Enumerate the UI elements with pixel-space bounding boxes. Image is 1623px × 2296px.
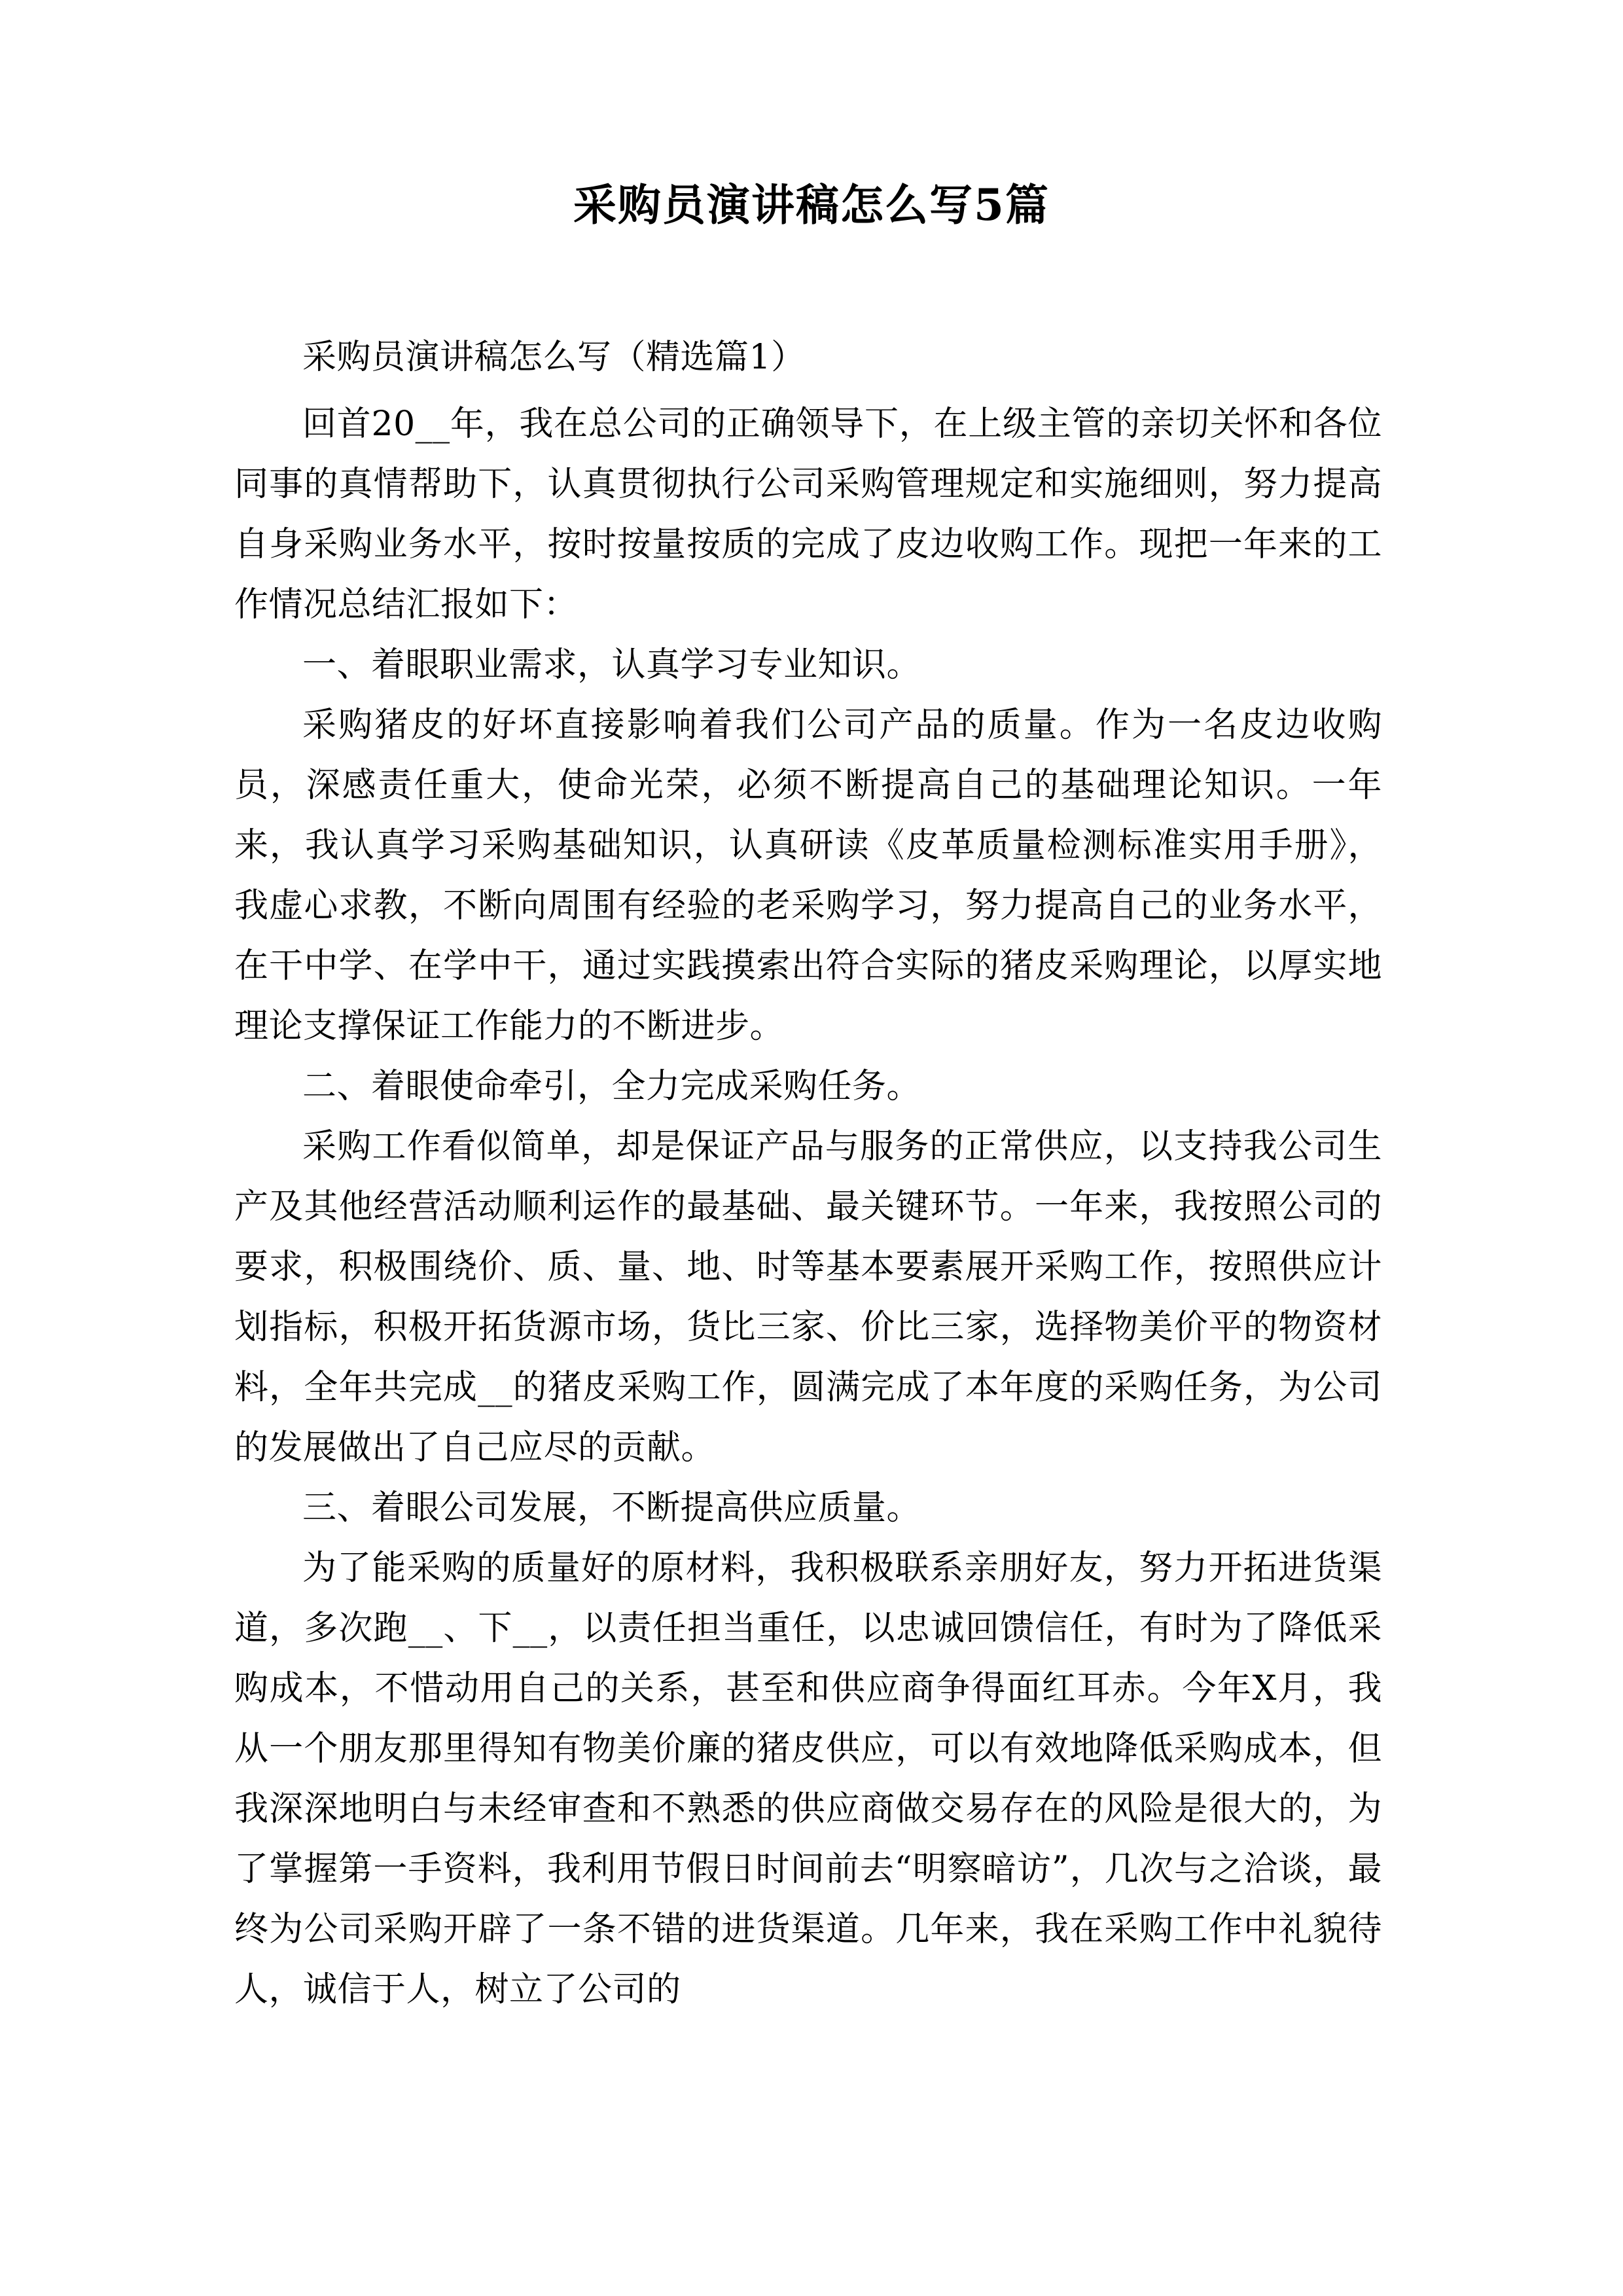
paragraph-intro: 回首20__年，我在总公司的正确领导下，在上级主管的亲切关怀和各位同事的真情帮助下，认真贯彻执行公司采购管理规定和实施细则，努力提高自身采购业务水平，按时按量按质的完成了皮边收购工作。现把一年来的工作情况总结汇报如下： bbox=[234, 404, 1382, 624]
page-title: 采购员演讲稿怎么写5篇 bbox=[573, 179, 1050, 230]
section-heading-two: 二、着眼使命牵引，全力完成采购任务。 bbox=[302, 1067, 921, 1106]
paragraph-section-two-body: 采购工作看似简单，却是保证产品与服务的正常供应，以支持我公司生产及其他经营活动顺利运作的最基础、最关键环节。一年来，我按照公司的要求，积极围绕价、质、量、地、时等基本要素展开采购工作，按照供应计划指标，积极开拓货源市场，货比三家、价比三家，选择物美价平的物资材料，全年共完成__的猪皮采购工作，圆满完成了本年度的采购任务，为公司的发展做出了自己应尽的贡献。 bbox=[234, 1127, 1382, 1467]
document-subtitle: 采购员演讲稿怎么写（精选篇1） bbox=[302, 338, 806, 377]
paragraph-section-three-body: 为了能采购的质量好的原材料，我积极联系亲朋好友，努力开拓进货渠道，多次跑__、下__，以责任担当重任，以忠诚回馈信任，有时为了降低采购成本，不惜动用自己的关系，甚至和供应商争得面红耳赤。今年X月，我从一个朋友那里得知有物美价廉的猪皮供应，可以有效地降低采购成本，但我深深地明白与未经审查和不熟悉的供应商做交易存在的风险是很大的，为了掌握第一手资料，我利用节假日时间前去“明察暗访”，几次与之洽谈，最终为公司采购开辟了一条不错的进货渠道。几年来，我在采购工作中礼貌待人，诚信于人，树立了公司的 bbox=[234, 1549, 1382, 2009]
document-body bbox=[234, 327, 1382, 2020]
paragraph-section-one-body: 采购猪皮的好坏直接影响着我们公司产品的质量。作为一名皮边收购员，深感责任重大，使命光荣，必须不断提高自己的基础理论知识。一年来，我认真学习采购基础知识，认真研读《皮革质量检测标准实用手册》，我虚心求教，不断向周围有经验的老采购学习，努力提高自己的业务水平，在干中学、在学中干，通过实践摸索出符合实际的猪皮采购理论，以厚实地理论支撑保证工作能力的不断进步。 bbox=[234, 706, 1382, 1046]
section-heading-one: 一、着眼职业需求，认真学习专业知识。 bbox=[302, 645, 921, 685]
section-heading-three: 三、着眼公司发展，不断提高供应质量。 bbox=[302, 1488, 921, 1528]
